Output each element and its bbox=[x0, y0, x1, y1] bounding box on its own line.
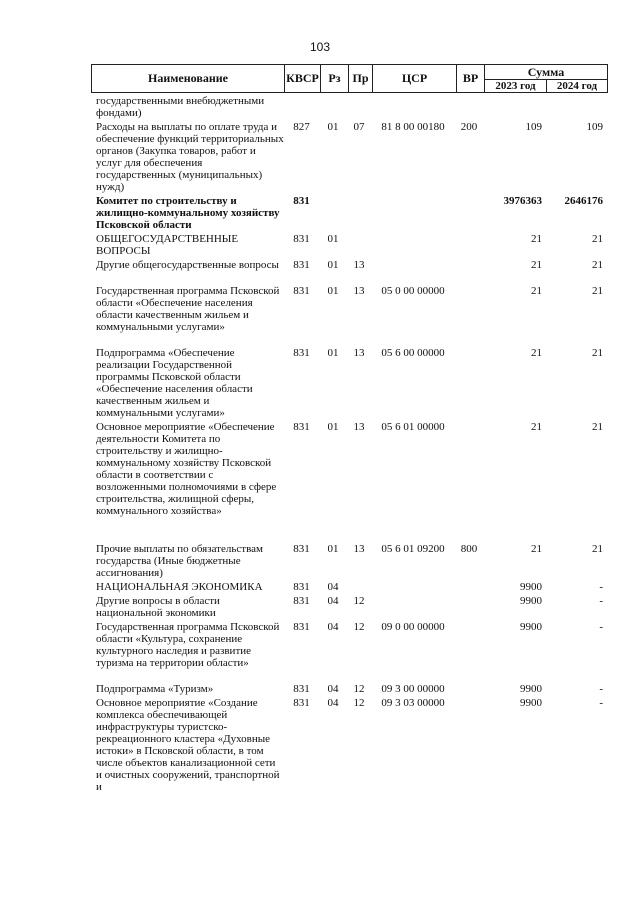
cell-name: Прочие выплаты по обязательствам государства (Иные бюджетные ассигнования) bbox=[96, 543, 263, 579]
header-2024: 2024 год bbox=[546, 79, 607, 92]
table-row bbox=[0, 543, 640, 581]
cell-pr: 12 bbox=[353, 697, 365, 709]
cell-name: Другие вопросы в области национальной экономики bbox=[96, 595, 220, 619]
cell-s2023: 21 bbox=[531, 347, 542, 359]
cell-kvsr: 831 bbox=[293, 543, 310, 555]
cell-s2023: 9900 bbox=[520, 697, 542, 709]
cell-kvsr: 831 bbox=[293, 421, 310, 433]
cell-s2023: 21 bbox=[531, 259, 542, 271]
table-row bbox=[0, 121, 640, 195]
cell-name: Основное мероприятие «Создание комплекса обеспечивающей инфраструктуры туристско-рекреационного кластера «Духовные истоки» в Псковской области, в том числе объектов канализационной сети и очистных сооружений, транспортной и bbox=[96, 697, 280, 793]
cell-rz: 04 bbox=[327, 697, 339, 709]
cell-s2024: 21 bbox=[592, 347, 603, 359]
cell-pr: 13 bbox=[353, 347, 365, 359]
cell-kvsr: 831 bbox=[293, 347, 310, 359]
cell-pr: 12 bbox=[353, 595, 365, 607]
cell-s2024: 21 bbox=[592, 285, 603, 297]
cell-name: Подпрограмма «Обеспечение реализации Государственной программы Псковской области «Обеспечение населения области качественным жильем и коммунальными услугами» bbox=[96, 347, 253, 419]
header-csr: ЦСР bbox=[372, 65, 456, 92]
table-row bbox=[0, 595, 640, 621]
header-2023: 2023 год bbox=[484, 79, 546, 92]
table-body bbox=[0, 95, 640, 807]
cell-kvsr: 831 bbox=[293, 581, 310, 593]
cell-s2024: - bbox=[599, 595, 603, 607]
header-kvsr: КВСР bbox=[284, 65, 320, 92]
cell-s2023: 109 bbox=[525, 121, 542, 133]
cell-rz: 01 bbox=[327, 543, 339, 555]
cell-rz: 01 bbox=[327, 259, 339, 271]
cell-name: ОБЩЕГОСУДАРСТВЕННЫЕ ВОПРОСЫ bbox=[96, 233, 239, 257]
header-sum: Сумма bbox=[484, 65, 607, 79]
table-row bbox=[0, 347, 640, 421]
cell-csr: 09 0 00 00000 bbox=[381, 621, 445, 633]
cell-kvsr: 827 bbox=[293, 121, 310, 133]
table-row bbox=[0, 195, 640, 233]
cell-rz: 01 bbox=[327, 421, 339, 433]
cell-s2024: 109 bbox=[586, 121, 603, 133]
cell-kvsr: 831 bbox=[293, 285, 310, 297]
cell-s2023: 9900 bbox=[520, 621, 542, 633]
cell-rz: 01 bbox=[327, 121, 339, 133]
cell-name: Государственная программа Псковской области «Культура, сохранение культурного наследия и развитие туризма на территории области» bbox=[96, 621, 280, 669]
cell-vr: 200 bbox=[460, 121, 478, 133]
cell-name: Подпрограмма «Туризм» bbox=[96, 683, 214, 695]
page-number: 103 bbox=[309, 40, 331, 54]
cell-s2024: 21 bbox=[592, 259, 603, 271]
cell-s2024: 2646176 bbox=[564, 195, 603, 207]
table-row bbox=[0, 581, 640, 595]
cell-s2023: 21 bbox=[531, 421, 542, 433]
cell-s2024: 21 bbox=[592, 233, 603, 245]
cell-kvsr: 831 bbox=[293, 595, 310, 607]
cell-rz: 04 bbox=[327, 581, 339, 593]
cell-csr: 05 6 00 00000 bbox=[381, 347, 445, 359]
cell-rz: 04 bbox=[327, 595, 339, 607]
cell-s2023: 3976363 bbox=[503, 195, 542, 207]
cell-pr: 13 bbox=[353, 285, 365, 297]
cell-pr: 12 bbox=[353, 683, 365, 695]
table-row bbox=[0, 683, 640, 697]
cell-pr: 13 bbox=[353, 543, 365, 555]
cell-csr: 09 3 00 00000 bbox=[381, 683, 445, 695]
table-row bbox=[0, 697, 640, 807]
header-rz: Рз bbox=[320, 65, 348, 92]
cell-pr: 07 bbox=[353, 121, 365, 133]
table-row bbox=[0, 233, 640, 259]
cell-s2024: - bbox=[599, 621, 603, 633]
cell-csr: 05 6 01 09200 bbox=[381, 543, 445, 555]
cell-vr: 800 bbox=[460, 543, 478, 555]
cell-name: Государственная программа Псковской области «Обеспечение населения области качественным жильем и коммунальными услугами» bbox=[96, 285, 280, 333]
cell-kvsr: 831 bbox=[293, 259, 310, 271]
cell-csr: 09 3 03 00000 bbox=[381, 697, 445, 709]
cell-name: Комитет по строительству и жилищно-коммунальному хозяйству Псковской области bbox=[96, 195, 280, 231]
cell-s2023: 9900 bbox=[520, 581, 542, 593]
cell-kvsr: 831 bbox=[293, 195, 310, 207]
cell-csr: 05 6 01 00000 bbox=[381, 421, 445, 433]
cell-kvsr: 831 bbox=[293, 683, 310, 695]
cell-csr: 05 0 00 00000 bbox=[381, 285, 445, 297]
cell-s2024: - bbox=[599, 683, 603, 695]
cell-pr: 13 bbox=[353, 421, 365, 433]
cell-name: Основное мероприятие «Обеспечение деятельности Комитета по строительству и жилищно-коммунальному хозяйству Псковской области в соответствии с возложенными полномочиями в сфере строительства, жилищной сферы, коммунального хозяйства» bbox=[96, 421, 277, 517]
cell-csr: 81 8 00 00180 bbox=[381, 121, 445, 133]
cell-name: НАЦИОНАЛЬНАЯ ЭКОНОМИКА bbox=[96, 581, 263, 593]
cell-kvsr: 831 bbox=[293, 233, 310, 245]
header-pr: Пр bbox=[348, 65, 372, 92]
table-row bbox=[0, 95, 640, 121]
cell-kvsr: 831 bbox=[293, 621, 310, 633]
cell-s2024: 21 bbox=[592, 421, 603, 433]
cell-s2023: 21 bbox=[531, 543, 542, 555]
cell-rz: 01 bbox=[327, 347, 339, 359]
cell-kvsr: 831 bbox=[293, 697, 310, 709]
cell-s2023: 9900 bbox=[520, 595, 542, 607]
cell-name: государственными внебюджетными фондами) bbox=[96, 95, 265, 119]
cell-rz: 04 bbox=[327, 683, 339, 695]
cell-rz: 01 bbox=[327, 233, 339, 245]
table-row bbox=[0, 621, 640, 683]
header-vr: ВР bbox=[456, 65, 484, 92]
cell-pr: 12 bbox=[353, 621, 365, 633]
cell-rz: 01 bbox=[327, 285, 339, 297]
cell-s2023: 21 bbox=[531, 285, 542, 297]
header-name: Наименование bbox=[148, 71, 228, 85]
cell-s2023: 21 bbox=[531, 233, 542, 245]
table-row bbox=[0, 259, 640, 285]
table-row bbox=[0, 285, 640, 347]
cell-s2023: 9900 bbox=[520, 683, 542, 695]
cell-s2024: 21 bbox=[592, 543, 603, 555]
cell-name: Другие общегосударственные вопросы bbox=[96, 259, 279, 271]
table-row bbox=[0, 421, 640, 543]
cell-rz: 04 bbox=[327, 621, 339, 633]
cell-s2024: - bbox=[599, 697, 603, 709]
table-header bbox=[91, 64, 608, 93]
cell-s2024: - bbox=[599, 581, 603, 593]
cell-name: Расходы на выплаты по оплате труда и обеспечение функций территориальных органов (Закупка товаров, работ и услуг для обеспечения государственных (муниципальных) нужд) bbox=[96, 121, 284, 193]
cell-pr: 13 bbox=[353, 259, 365, 271]
